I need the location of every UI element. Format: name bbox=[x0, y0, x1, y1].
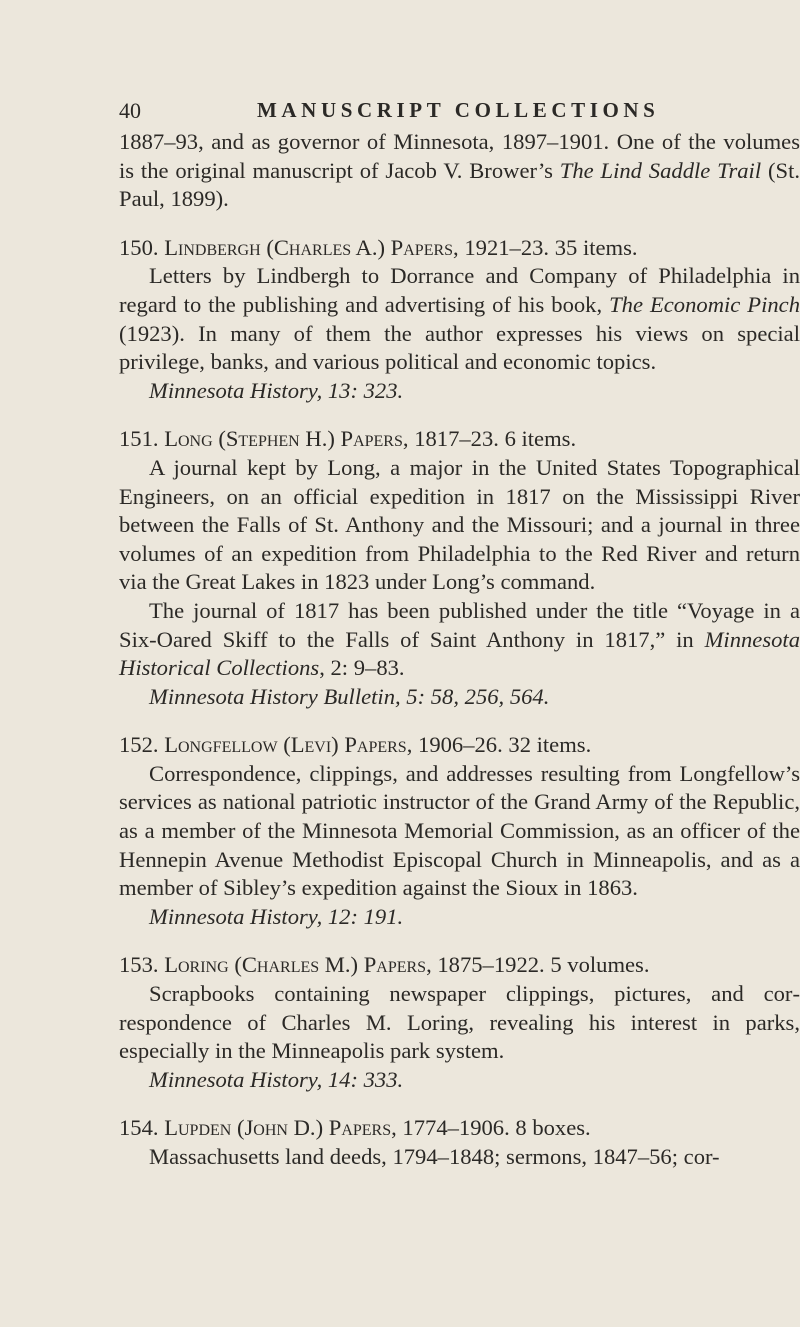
continuation-text-b: (St. Paul, 1899). bbox=[119, 157, 800, 212]
entry-153-name: Loring (Charles M.) Papers bbox=[164, 952, 427, 978]
entry-151-note-title: Minnesota Historical Collections bbox=[119, 626, 800, 681]
entry-151-number: 151. bbox=[119, 426, 159, 452]
entry-152-heading bbox=[119, 731, 800, 760]
entry-150-desc-b: (1923). In many of them the author expresses his views on special privilege, banks, and various political and economic topics. bbox=[119, 320, 800, 375]
entry-151-citation: Minnesota History Bulletin, 5: 58, 256, 564. bbox=[149, 683, 550, 709]
page-body bbox=[119, 128, 800, 1172]
entry-154-dates: , 1774–1906. 8 boxes. bbox=[391, 1115, 591, 1141]
page-number: 40 bbox=[119, 98, 141, 123]
entry-151-note-a: The journal of 1817 has been published under the title “Voyage in a Six-Oared Skiff to the Falls of Saint Anthony in 1817,” in bbox=[119, 597, 800, 652]
entry-151-description: A journal kept by Long, a major in the United States Topographical Engineers, on an official expedition in 1817 on the Mississippi River between the Falls of St. Anthony and the Missouri; and a journal in three volumes of an expedition from Philadelphia to the Red River and return via the Great Lakes in 1823 under Long’s command. bbox=[119, 454, 800, 595]
entry-151-name: Long (Stephen H.) Papers bbox=[164, 426, 403, 452]
entry-154-description: Massachusetts land deeds, 1794–1848; sermons, 1847–56; cor- bbox=[149, 1144, 720, 1169]
entry-152-dates: , 1906–26. 32 items. bbox=[406, 732, 592, 758]
entry-150-description bbox=[119, 262, 800, 376]
entry-150-book-title: The Economic Pinch bbox=[609, 291, 800, 317]
entry-153-citation: Minnesota History, 14: 333. bbox=[149, 1066, 404, 1092]
entry-152-number: 152. bbox=[119, 732, 159, 758]
entry-151-heading bbox=[119, 425, 800, 454]
entry-151-dates: , 1817–23. 6 items. bbox=[402, 426, 577, 452]
continuation-text-a: 1887–93, and as governor of Minnesota, 1897–1901. One of the volumes is the original manuscript of Jacob V. Brower’s bbox=[119, 129, 800, 183]
continuation-paragraph bbox=[119, 128, 800, 214]
entry-150-name: Lindbergh (Charles A.) Papers bbox=[164, 234, 454, 260]
entry-150-number: 150. bbox=[119, 234, 159, 260]
entry-153-heading bbox=[119, 951, 800, 980]
running-head bbox=[119, 98, 760, 132]
entry-152-description: Correspondence, clippings, and addresses resulting from Longfellow’s services as national patriotic instructor of the Grand Army of the Republic, as a member of the Minnesota Memorial Commission, as an officer of the Hennepin Avenue Methodist Episcopal Church in Minneapolis, and as a member of Sibley’s expedition against the Sioux in 1863. bbox=[119, 760, 800, 901]
entry-154-name: Lupden (John D.) Papers bbox=[164, 1115, 392, 1141]
entry-153-dates: , 1875–1922. 5 volumes. bbox=[426, 952, 650, 978]
entry-153-number: 153. bbox=[119, 952, 159, 978]
entry-152-name: Longfellow (Levi) Papers bbox=[164, 732, 407, 758]
continuation-book-title: The Lind Saddle Trail bbox=[559, 157, 762, 183]
entry-152-citation: Minnesota History, 12: 191. bbox=[149, 903, 404, 929]
entry-151-note bbox=[119, 597, 800, 683]
entry-150-heading bbox=[119, 234, 800, 263]
entry-150-dates: , 1921–23. 35 items. bbox=[453, 234, 638, 260]
running-title: MANUSCRIPT COLLECTIONS bbox=[257, 98, 660, 122]
entry-153-description: Scrapbooks containing newspaper clippings, pictures, and correspondence of Charles M. Loring, revealing his interest in parks, especially in the Minneapolis park system. bbox=[119, 981, 800, 1064]
entry-150-desc-a: Letters by Lindbergh to Dorrance and Company of Philadelphia in regard to the publishing and advertising of his book, bbox=[119, 263, 800, 317]
entry-154-number: 154. bbox=[119, 1115, 159, 1141]
entry-154-heading bbox=[119, 1114, 800, 1143]
entry-150-citation: Minnesota History, 13: 323. bbox=[149, 377, 404, 403]
entry-151-note-b: , 2: 9–83. bbox=[319, 655, 405, 681]
